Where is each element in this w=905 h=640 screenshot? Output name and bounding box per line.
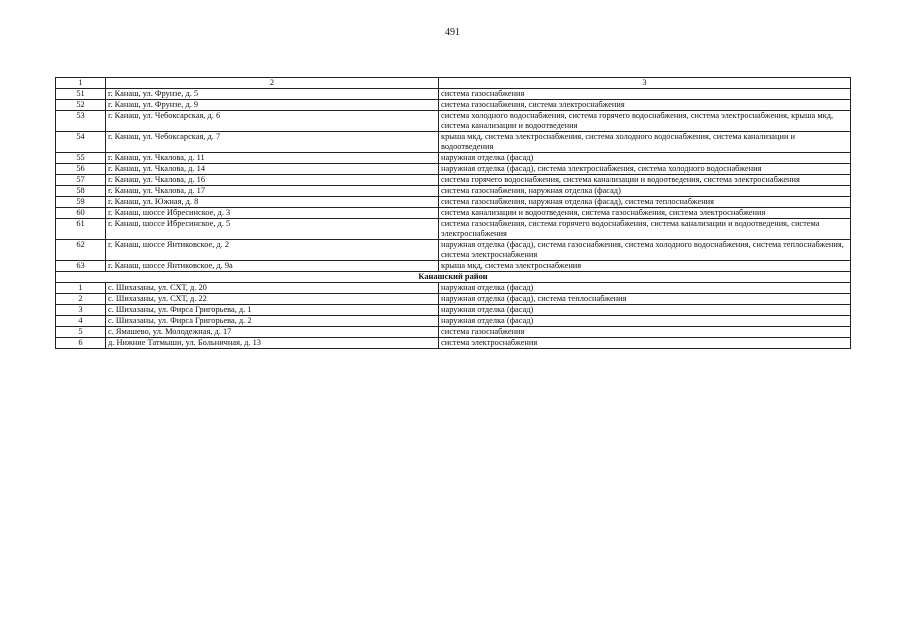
table-row — [56, 175, 851, 186]
row-address: с. Шихазаны, ул. Фирса Григорьева, д. 1 — [106, 305, 439, 316]
row-address: г. Канаш, ул. Чкалова, д. 14 — [106, 164, 439, 175]
row-number: 58 — [56, 186, 106, 197]
row-systems: наружная отделка (фасад), система теплоснабжения — [439, 294, 851, 305]
table-row — [56, 164, 851, 175]
row-address: г. Канаш, шоссе Ибресинское, д. 5 — [106, 219, 439, 240]
header-col-1: 1 — [56, 78, 106, 89]
row-address: г. Канаш, шоссе Янтиковское, д. 9а — [106, 261, 439, 272]
row-number: 6 — [56, 338, 106, 349]
row-number: 51 — [56, 89, 106, 100]
row-address: с. Ямашево, ул. Молодежная, д. 17 — [106, 327, 439, 338]
header-col-2: 2 — [106, 78, 439, 89]
row-systems: система газоснабжения, наружная отделка (фасад), система теплоснабжения — [439, 197, 851, 208]
row-address: г. Канаш, шоссе Ибресинское, д. 3 — [106, 208, 439, 219]
row-number: 52 — [56, 100, 106, 111]
buildings-table — [55, 77, 851, 349]
row-address: с. Шихазаны, ул. СХТ, д. 22 — [106, 294, 439, 305]
row-number: 3 — [56, 305, 106, 316]
row-number: 59 — [56, 197, 106, 208]
row-number: 60 — [56, 208, 106, 219]
row-systems: наружная отделка (фасад), система электроснабжения, система холодного водоснабжения — [439, 164, 851, 175]
row-number: 62 — [56, 240, 106, 261]
row-systems: система газоснабжения — [439, 327, 851, 338]
table-row — [56, 132, 851, 153]
row-address: г. Канаш, ул. Южная, д. 8 — [106, 197, 439, 208]
table-row — [56, 327, 851, 338]
table-row — [56, 294, 851, 305]
row-systems: система газоснабжения, система горячего водоснабжения, система канализации и водоотведения, система электроснабжения — [439, 219, 851, 240]
row-number: 57 — [56, 175, 106, 186]
row-systems: система горячего водоснабжения, система канализации и водоотведения, система электроснабжения — [439, 175, 851, 186]
table-row — [56, 240, 851, 261]
row-address: г. Канаш, ул. Чкалова, д. 11 — [106, 153, 439, 164]
table-row — [56, 316, 851, 327]
table-row — [56, 283, 851, 294]
row-number: 2 — [56, 294, 106, 305]
row-systems: крыша мкд, система электроснабжения, система холодного водоснабжения, система канализации и водоотведения — [439, 132, 851, 153]
row-address: г. Канаш, ул. Чкалова, д. 17 — [106, 186, 439, 197]
row-address: д. Нижние Татмыши, ул. Больничная, д. 13 — [106, 338, 439, 349]
row-number: 4 — [56, 316, 106, 327]
row-systems: система холодного водоснабжения, система горячего водоснабжения, система электроснабжения, крыша мкд, система канализации и водоотведения — [439, 111, 851, 132]
row-number: 1 — [56, 283, 106, 294]
row-number: 5 — [56, 327, 106, 338]
section-title: Канашский район — [56, 272, 851, 283]
row-address: г. Канаш, ул. Чебоксарская, д. 6 — [106, 111, 439, 132]
header-row — [56, 78, 851, 89]
table-row — [56, 100, 851, 111]
table-body — [56, 89, 851, 349]
row-number: 56 — [56, 164, 106, 175]
section-header-row — [56, 272, 851, 283]
table-row — [56, 208, 851, 219]
table-row — [56, 338, 851, 349]
row-systems: система газоснабжения, наружная отделка (фасад) — [439, 186, 851, 197]
row-address: г. Канаш, ул. Фрунзе, д. 5 — [106, 89, 439, 100]
table-row — [56, 261, 851, 272]
row-number: 61 — [56, 219, 106, 240]
row-systems: наружная отделка (фасад) — [439, 316, 851, 327]
row-systems: наружная отделка (фасад) — [439, 153, 851, 164]
row-systems: система газоснабжения — [439, 89, 851, 100]
header-col-3: 3 — [439, 78, 851, 89]
row-systems: наружная отделка (фасад), система газоснабжения, система холодного водоснабжения, система теплоснабжения, система электроснабжения — [439, 240, 851, 261]
row-address: с. Шихазаны, ул. Фирса Григорьева, д. 2 — [106, 316, 439, 327]
table-row — [56, 197, 851, 208]
row-address: с. Шихазаны, ул. СХТ, д. 20 — [106, 283, 439, 294]
page-number: 491 — [445, 27, 460, 38]
row-number: 54 — [56, 132, 106, 153]
table-row — [56, 219, 851, 240]
row-number: 63 — [56, 261, 106, 272]
row-number: 53 — [56, 111, 106, 132]
row-number: 55 — [56, 153, 106, 164]
table-row — [56, 89, 851, 100]
row-systems: система газоснабжения, система электроснабжения — [439, 100, 851, 111]
row-systems: крыша мкд, система электроснабжения — [439, 261, 851, 272]
row-address: г. Канаш, ул. Чебоксарская, д. 7 — [106, 132, 439, 153]
row-address: г. Канаш, шоссе Янтиковское, д. 2 — [106, 240, 439, 261]
table-row — [56, 111, 851, 132]
table-row — [56, 153, 851, 164]
row-systems: наружная отделка (фасад) — [439, 283, 851, 294]
row-address: г. Канаш, ул. Чкалова, д. 16 — [106, 175, 439, 186]
table-header — [56, 78, 851, 89]
row-systems: наружная отделка (фасад) — [439, 305, 851, 316]
table-row — [56, 305, 851, 316]
table-row — [56, 186, 851, 197]
row-systems: система электроснабжения — [439, 338, 851, 349]
row-systems: система канализации и водоотведения, система газоснабжения, система электроснабжения — [439, 208, 851, 219]
row-address: г. Канаш, ул. Фрунзе, д. 9 — [106, 100, 439, 111]
